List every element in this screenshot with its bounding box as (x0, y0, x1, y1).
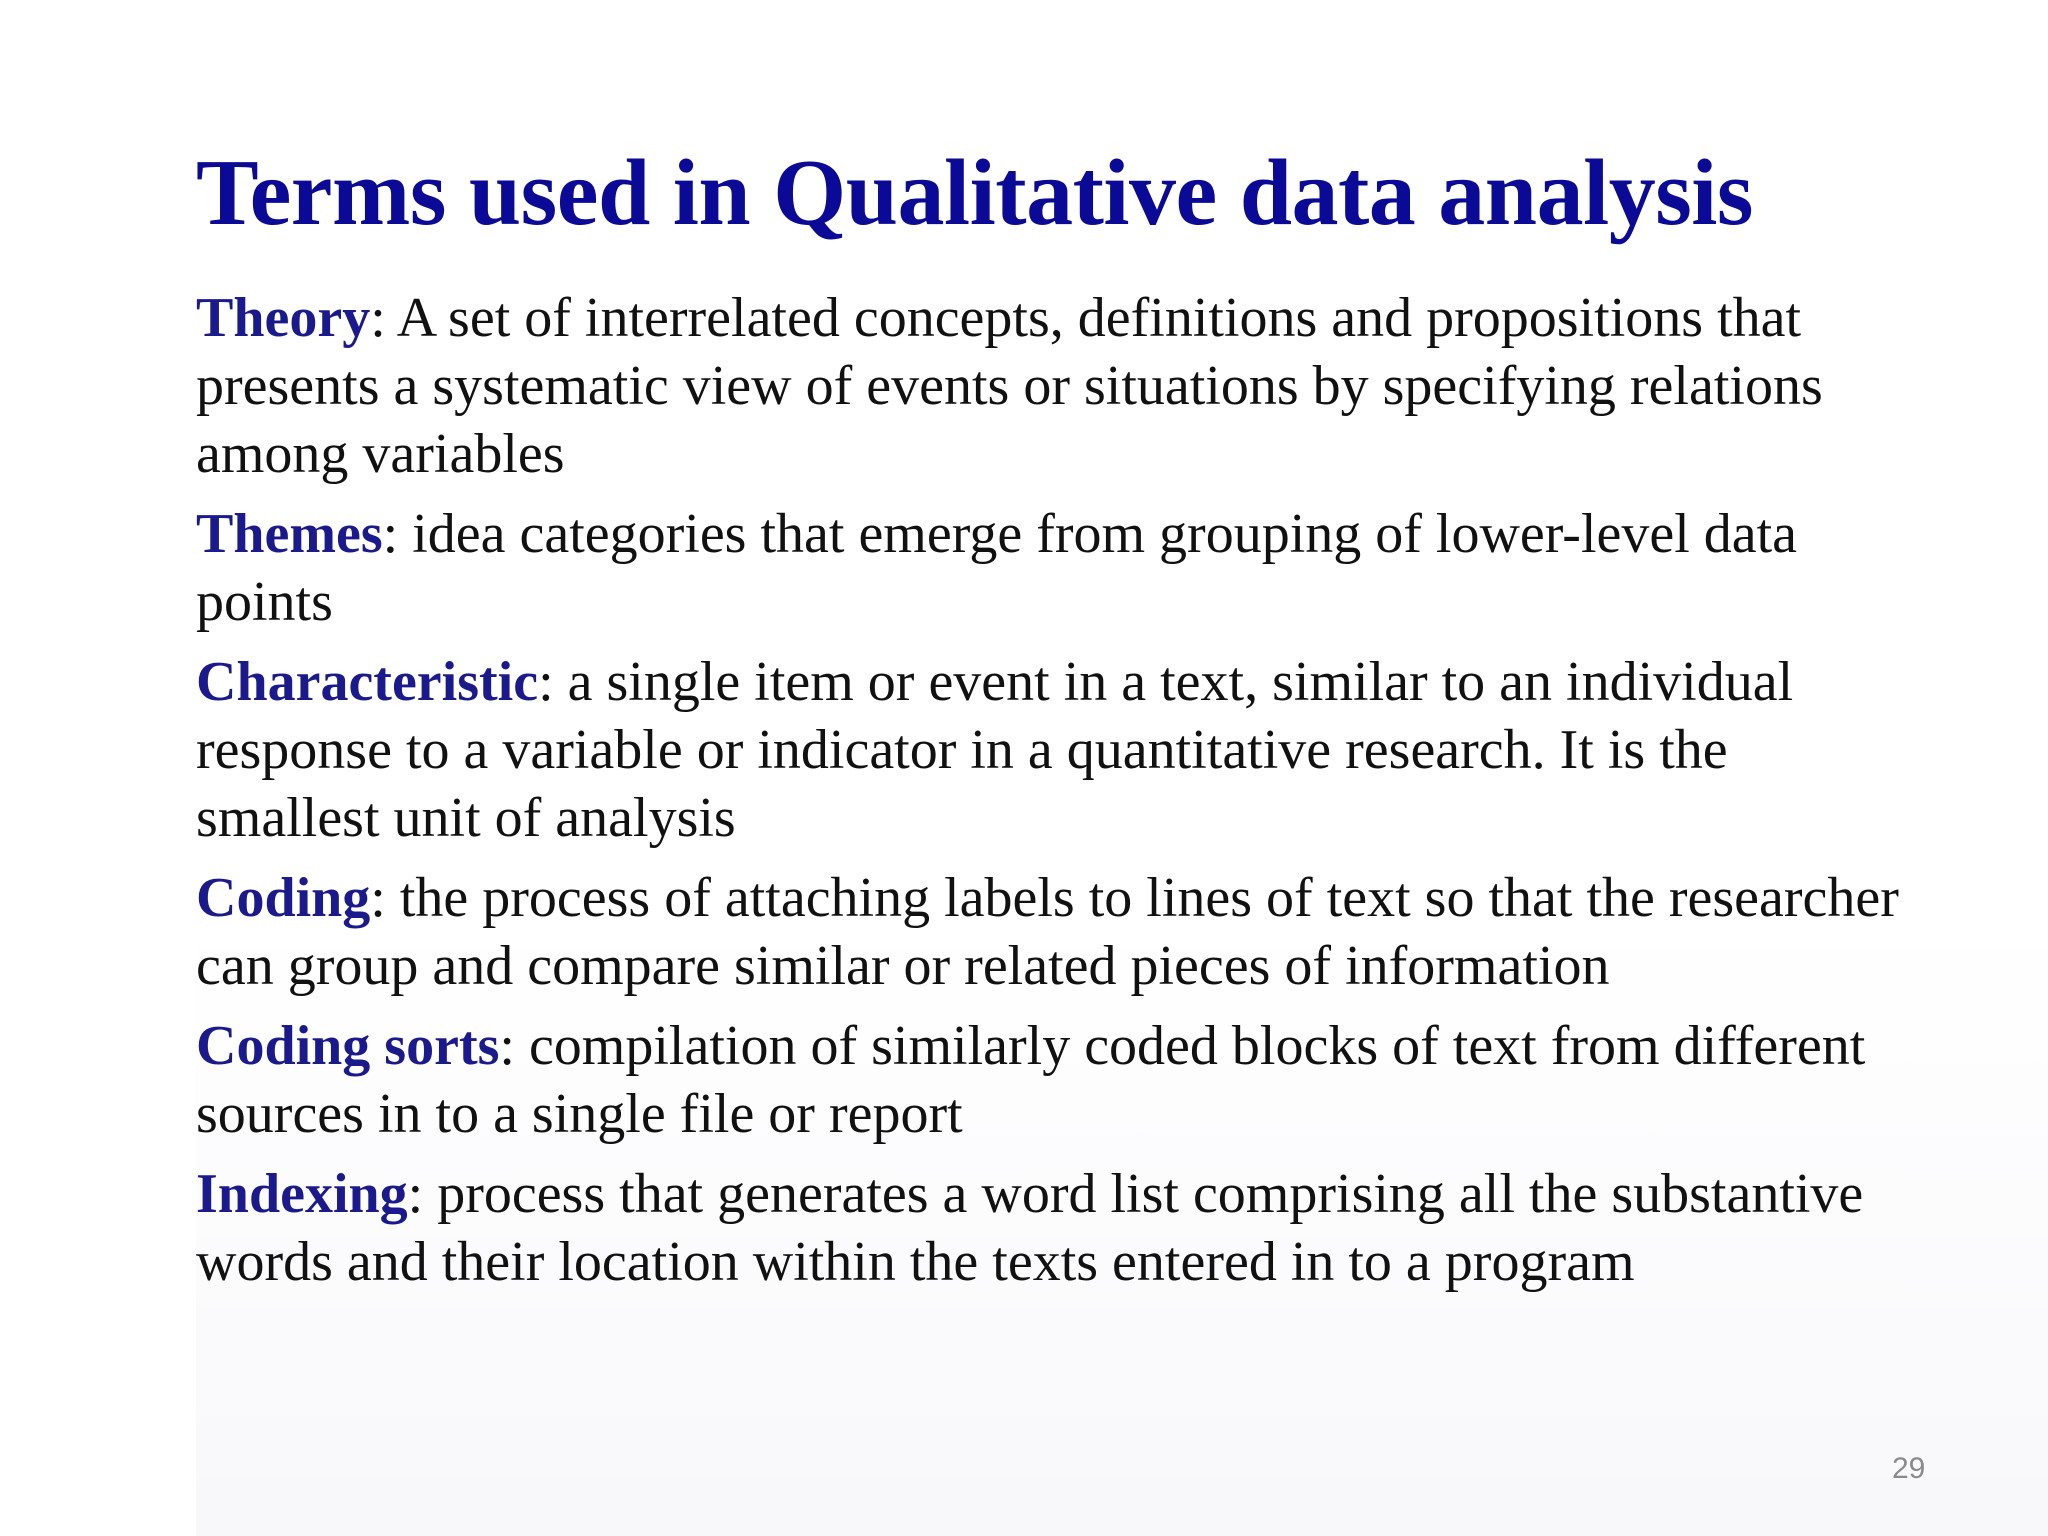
term-name: Theory (196, 287, 371, 349)
term-name: Coding sorts (196, 1015, 500, 1077)
term-item-indexing (196, 1160, 1916, 1296)
slide-margin (0, 0, 196, 1536)
term-name: Coding (196, 867, 371, 929)
term-definition: : the process of attaching labels to lines of text so that the researcher can group and compare similar or related pieces of information (196, 867, 1899, 997)
term-item-coding-sorts (196, 1012, 1916, 1148)
term-definition: : A set of interrelated concepts, definitions and propositions that presents a systematic view of events or situations by specifying relations among variables (196, 287, 1823, 485)
term-definition: : compilation of similarly coded blocks of text from different sources in to a single file or report (196, 1015, 1866, 1145)
term-list (196, 284, 1916, 1308)
term-item-theory (196, 284, 1916, 488)
term-item-themes (196, 500, 1916, 636)
slide-title: Terms used in Qualitative data analysis (196, 141, 1753, 245)
term-name: Characteristic (196, 651, 539, 713)
term-definition: : a single item or event in a text, similar to an individual response to a variable or indicator in a quantitative research. It is the smallest unit of analysis (196, 651, 1794, 849)
page-number: 29 (1892, 1452, 1926, 1485)
term-name: Indexing (196, 1163, 408, 1225)
term-item-coding (196, 864, 1916, 1000)
term-definition: : process that generates a word list comprising all the substantive words and their location within the texts entered in to a program (196, 1163, 1864, 1293)
term-definition: : idea categories that emerge from grouping of lower-level data points (196, 503, 1798, 633)
term-item-characteristic (196, 648, 1916, 852)
term-name: Themes (196, 503, 383, 565)
